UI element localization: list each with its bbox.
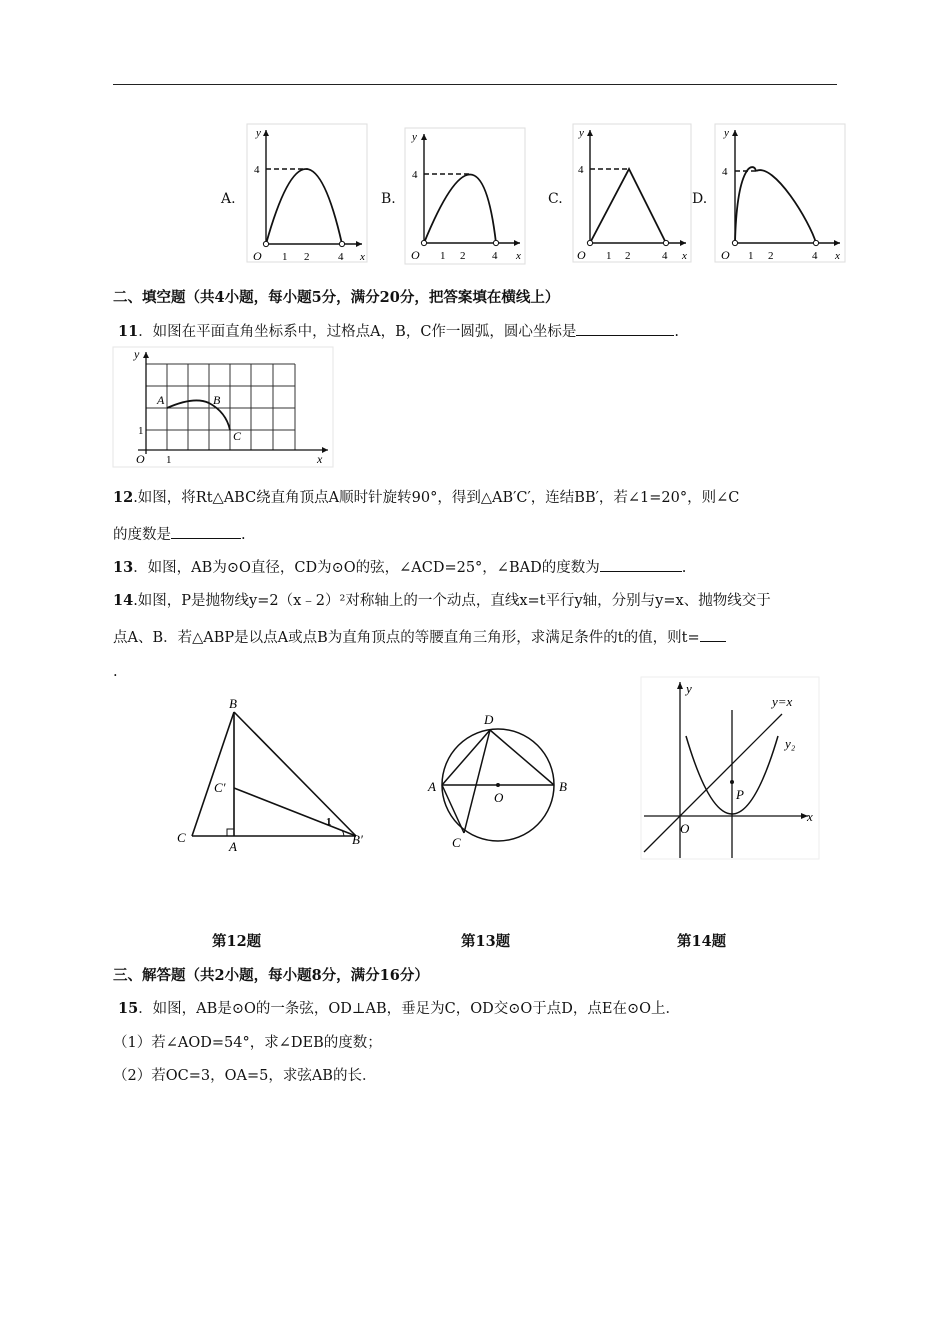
svg-text:O: O — [411, 248, 420, 262]
svg-text:O: O — [721, 248, 730, 262]
svg-text:y₂: y₂ — [785, 736, 796, 751]
svg-text:y: y — [134, 347, 140, 361]
svg-text:D: D — [484, 712, 494, 727]
q12-line2 — [113, 523, 246, 544]
option-c-label[interactable]: C. — [548, 191, 563, 207]
q11-body: ．如图在平面直角坐标系中，过格点A，B，C作一圆弧，圆心坐标是 — [138, 324, 577, 340]
svg-text:1: 1 — [282, 251, 288, 263]
q13-end: . — [681, 560, 687, 576]
q11-end: . — [674, 324, 680, 340]
svg-text:y=x: y=x — [772, 694, 793, 709]
caption-q13: 第13题 — [461, 933, 511, 950]
svg-text:B′: B′ — [352, 832, 363, 847]
section2-heading: 二、填空题（共4小题，每小题5分，满分20分，把答案填在横线上） — [113, 289, 560, 306]
svg-text:2: 2 — [460, 250, 466, 262]
q14-answer-blank[interactable] — [700, 627, 726, 642]
svg-text:O: O — [680, 821, 690, 836]
graph-option-c[interactable] — [568, 122, 696, 268]
svg-text:x: x — [360, 251, 365, 263]
q15-part1: （1）若∠AOD=54°，求∠DEB的度数； — [113, 1035, 382, 1051]
q15-number: 15 — [118, 1000, 139, 1017]
svg-text:4: 4 — [412, 169, 418, 181]
q12-end: . — [241, 527, 246, 543]
svg-text:O: O — [136, 452, 145, 466]
svg-text:C: C — [177, 830, 186, 845]
q12-body: .如图，将Rt△ABC绕直角顶点A顺时针旋转90°，得到△AB′C′，连结BB′，若∠1=20°，则∠C — [133, 490, 740, 506]
svg-text:1: 1 — [166, 454, 172, 466]
svg-text:4: 4 — [492, 250, 498, 262]
graph-option-a[interactable] — [242, 122, 372, 268]
svg-text:1: 1 — [606, 250, 612, 262]
q14-line2 — [113, 626, 726, 647]
option-a-label[interactable]: A. — [221, 191, 236, 207]
header-rule — [113, 84, 837, 85]
svg-text:4: 4 — [812, 250, 818, 262]
svg-text:2: 2 — [625, 250, 631, 262]
svg-text:x: x — [516, 250, 521, 262]
svg-text:x: x — [835, 250, 840, 262]
svg-text:x: x — [682, 250, 687, 262]
svg-text:C: C — [452, 835, 461, 850]
svg-text:A: A — [428, 779, 436, 794]
caption-q12: 第12题 — [212, 933, 262, 950]
svg-text:A: A — [229, 839, 237, 854]
q14-line3: . — [113, 664, 118, 680]
svg-text:2: 2 — [304, 251, 310, 263]
svg-text:A: A — [157, 393, 165, 407]
graph-option-b[interactable] — [400, 126, 530, 268]
q11-answer-blank[interactable] — [576, 321, 674, 336]
caption-q14: 第14题 — [677, 933, 727, 950]
svg-text:B: B — [559, 779, 567, 794]
q15-line — [118, 997, 680, 1018]
q14-body: .如图，P是抛物线y=2（x﹣2）²对称轴上的一个动点，直线x=t平行y轴，分别与y=x、抛物线交于 — [133, 593, 771, 609]
q14-number: 14 — [113, 592, 134, 609]
svg-text:y: y — [256, 127, 261, 139]
svg-text:O: O — [577, 248, 586, 262]
q14-body-2: 点A、B．若△ABP是以点A或点B为直角顶点的等腰直角三角形，求满足条件的t的值，则t= — [113, 630, 700, 646]
svg-text:4: 4 — [662, 250, 668, 262]
svg-text:y: y — [724, 127, 729, 139]
svg-text:4: 4 — [254, 164, 260, 176]
svg-text:1: 1 — [748, 250, 754, 262]
svg-text:y: y — [412, 131, 417, 143]
q11-number: 11 — [118, 323, 139, 340]
q13-body: ．如图，AB为⊙O直径，CD为⊙O的弦，∠ACD=25°，∠BAD的度数为 — [133, 560, 600, 576]
svg-text:1: 1 — [440, 250, 446, 262]
svg-text:x: x — [807, 809, 813, 824]
q12-number: 12 — [113, 489, 134, 506]
svg-text:y: y — [579, 127, 584, 139]
q15-body: ．如图，AB是⊙O的一条弦，OD⊥AB，垂足为C，OD交⊙O于点D，点E在⊙O上． — [138, 1001, 681, 1017]
svg-text:2: 2 — [768, 250, 774, 262]
svg-text:4: 4 — [578, 164, 584, 176]
q15-part2: （2）若OC=3，OA=5，求弦AB的长． — [113, 1068, 377, 1084]
svg-text:C′: C′ — [214, 780, 226, 795]
q14-line1 — [113, 589, 771, 610]
svg-text:y: y — [686, 681, 692, 696]
svg-text:1: 1 — [138, 425, 144, 437]
svg-text:B: B — [213, 393, 221, 407]
figure-q11-grid — [112, 346, 334, 468]
svg-text:x: x — [317, 452, 323, 466]
svg-text:O: O — [253, 249, 262, 263]
q12-line1 — [113, 486, 739, 507]
svg-text:4: 4 — [722, 166, 728, 178]
svg-text:1: 1 — [326, 816, 332, 828]
svg-text:C: C — [233, 429, 242, 443]
q13-answer-blank[interactable] — [600, 557, 682, 572]
option-b-label[interactable]: B. — [381, 191, 396, 207]
graph-option-d[interactable] — [710, 122, 850, 268]
section3-heading: 三、解答题（共2小题，每小题8分，满分16分） — [113, 967, 429, 984]
q11-text — [118, 320, 679, 341]
q12-answer-blank[interactable] — [171, 524, 241, 539]
figure-q12 — [174, 696, 370, 854]
svg-text:4: 4 — [338, 251, 344, 263]
q13-number: 13 — [113, 559, 134, 576]
figure-q13 — [426, 706, 576, 852]
q13-line — [113, 556, 686, 577]
option-d-label[interactable]: D. — [692, 191, 708, 207]
svg-text:P: P — [736, 787, 744, 802]
svg-text:O: O — [494, 790, 504, 805]
svg-text:B: B — [229, 696, 237, 711]
figure-q14 — [640, 676, 820, 860]
q12-body-2: 的度数是 — [113, 527, 171, 543]
